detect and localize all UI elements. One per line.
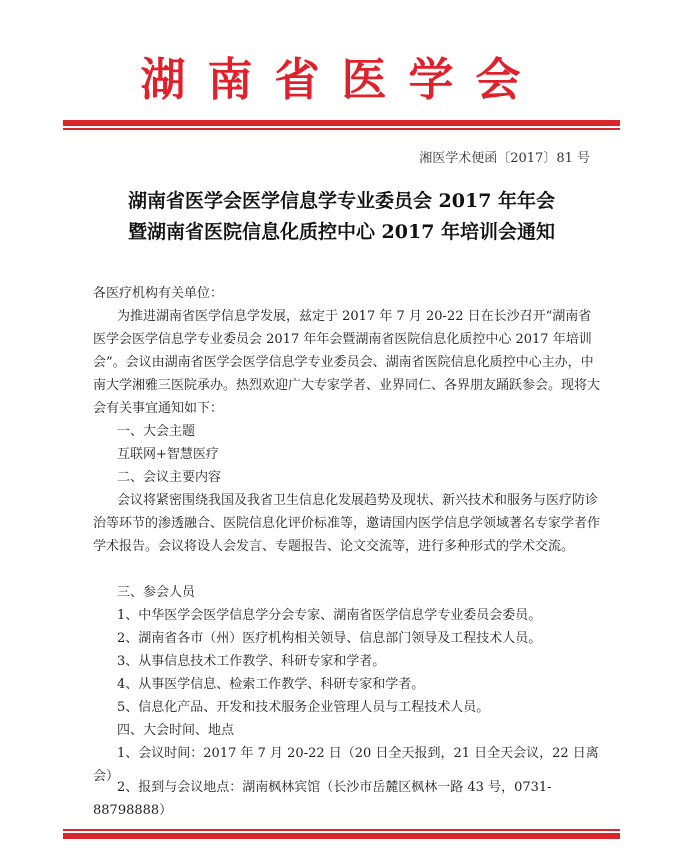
header-rule-thick [63, 120, 620, 126]
section-4-heading: 四、大会时间、地点 [117, 723, 235, 738]
intro-paragraph: 为推进湖南省医学信息学发展，兹定于 2017 年 7 月 20-22 日在长沙召开“湖南省医学会医学信息学专业委员会 2017 年年会暨湖南省医院信息化质控中心 2017 年培训会”。会议由湖南省医学会医学信息学专业委员会、湖南省医院信息化质控中心主办，中南大学湘雅三医院承办。热烈欢迎广大专家学者、业界同仁、各界朋友踊跃参会。现将大会有关事宜通知如下： [93, 309, 601, 416]
footer-rule-thick [63, 833, 620, 839]
header-rule-thin [63, 128, 620, 130]
attendee-item: 2、湖南省各市（州）医疗机构相关领导、信息部门领导及工程技术人员。 [117, 631, 542, 646]
attendee-item: 4、从事医学信息、检索工作教学、科研专家和学者。 [117, 677, 425, 692]
salutation: 各医疗机构有关单位： [93, 286, 224, 301]
attendee-item: 1、中华医学会医学信息学分会专家、湖南省医学信息学专业委员会委员。 [117, 608, 542, 623]
attendee-item: 5、信息化产品、开发和技术服务企业管理人员与工程技术人员。 [117, 700, 490, 715]
section-1-text: 互联网+智慧医疗 [117, 447, 219, 462]
org-title: 湖南省医学会 [140, 53, 543, 106]
footer-rule-thin [63, 829, 620, 831]
notice-title-line2: 暨湖南省医院信息化质控中心 2017 年培训会通知 [127, 221, 556, 243]
doc-number: 湘医学术便函〔2017〕81 号 [419, 151, 590, 166]
attendee-item: 3、从事信息技术工作教学、科研专家和学者。 [117, 654, 386, 669]
meeting-venue: 2、报到与会议地点：湖南枫林宾馆（长沙市岳麓区枫林一路 43 号，0731-88798888） [93, 780, 552, 818]
notice-title-line1: 湖南省医学会医学信息学专业委员会 2017 年年会 [127, 190, 556, 212]
section-1-heading: 一、大会主题 [117, 424, 196, 439]
notice-title [63, 186, 620, 248]
section-3-heading: 三、参会人员 [117, 585, 196, 600]
section-2-text: 会议将紧密围绕我国及我省卫生信息化发展趋势及现状、新兴技术和服务与医疗防诊治等环节的渗透融合、医院信息化评价标准等，邀请国内医学信息学领域著名专家学者作学术报告。会议将设人会发言、专题报告、论文交流等，进行多种形式的学术交流。 [93, 493, 601, 554]
meeting-time: 1、会议时间：2017 年 7 月 20-22 日（20 日全天报到，21 日全天会议，22 日离会） [93, 746, 599, 784]
section-2-heading: 二、会议主要内容 [117, 470, 222, 485]
